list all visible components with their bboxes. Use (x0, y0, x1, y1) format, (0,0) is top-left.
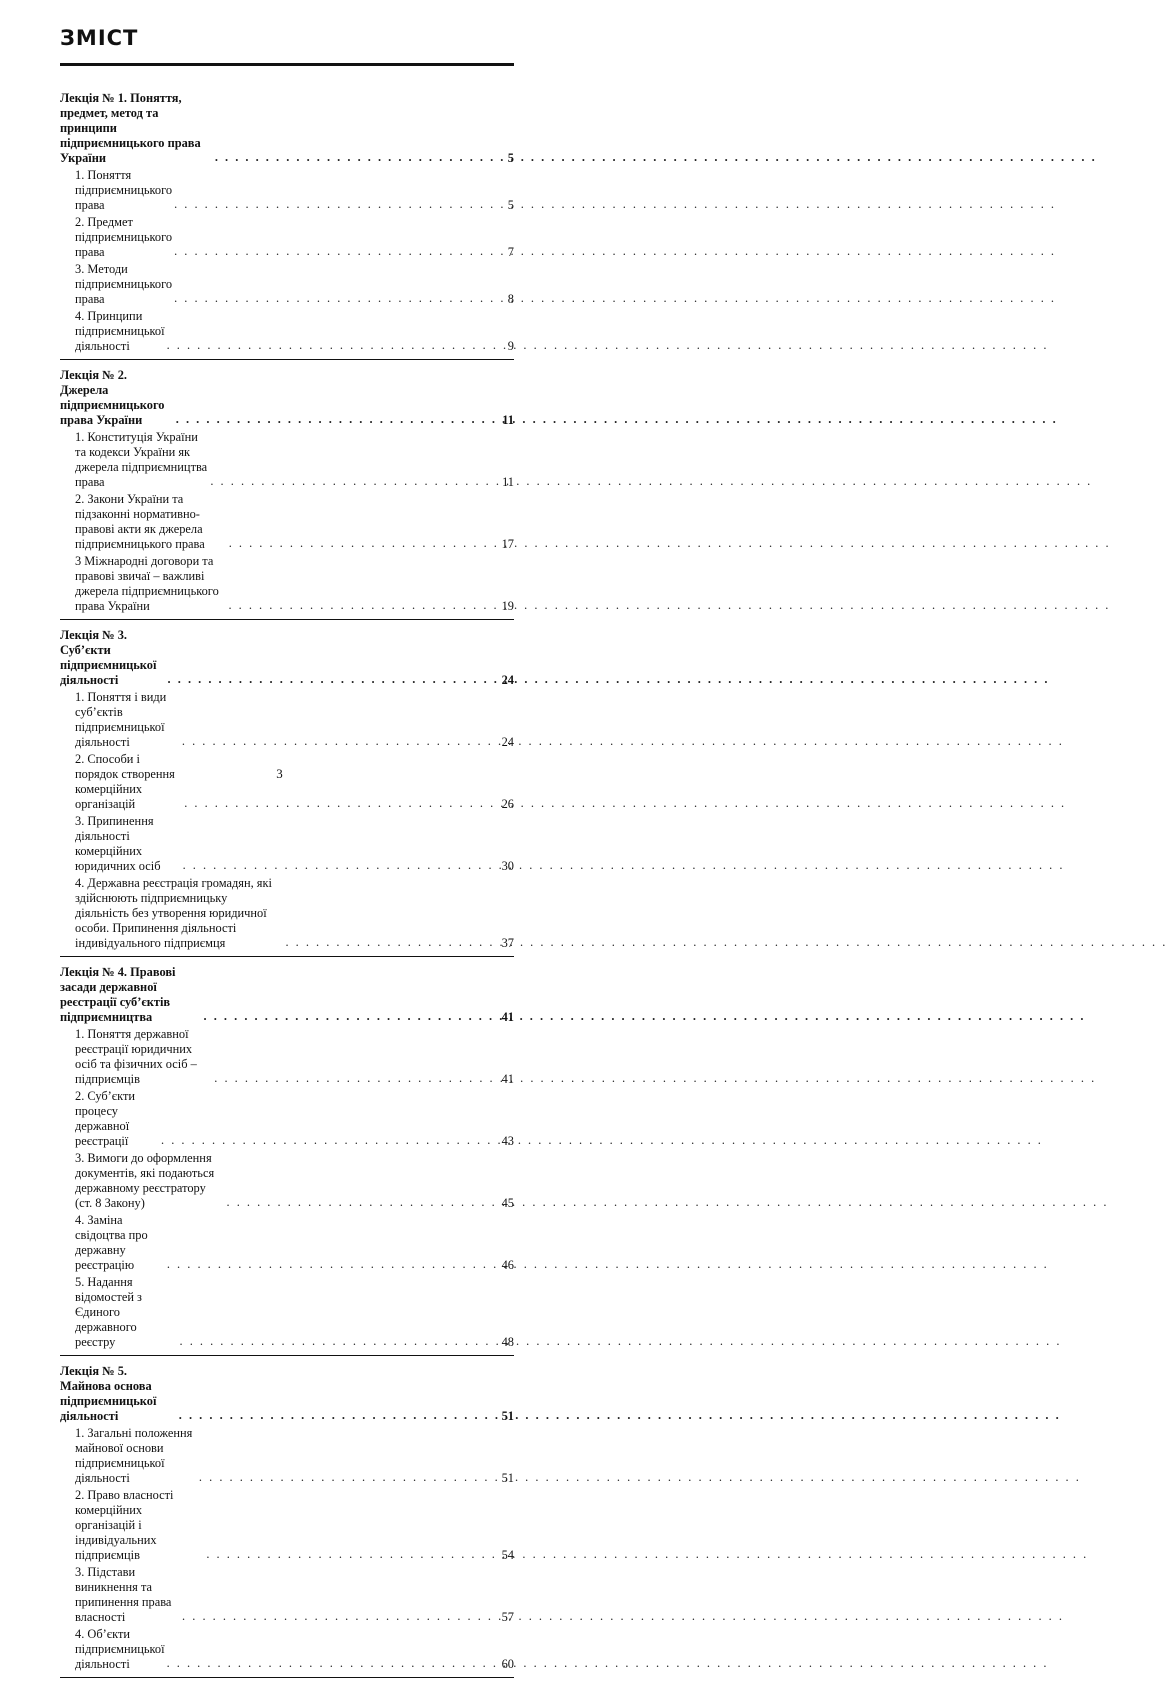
section-entry-page: 43 (501, 1134, 514, 1148)
section-entry[interactable] (60, 1027, 514, 1087)
dot-leader (168, 674, 498, 685)
section-entry[interactable] (60, 1151, 514, 1211)
lecture-entry-title: Лекція № 2. Джерела підприємницького права України (60, 368, 165, 427)
section-entry-title: 3. Методи підприємницького права (75, 262, 173, 306)
section-entry[interactable] (60, 430, 514, 490)
section-entry[interactable] (60, 1426, 514, 1486)
section-entry[interactable] (60, 492, 514, 552)
dot-leader (214, 1073, 498, 1084)
section-entry-title: 1. Поняття підприємницького права (75, 168, 173, 212)
section-entry-title: 5. Надання відомостей з Єдиного державного реєстру (75, 1275, 142, 1349)
dot-leader (174, 246, 498, 257)
section-entry-page: 37 (501, 936, 514, 950)
dot-leader (167, 1259, 498, 1270)
section-entry[interactable] (60, 309, 514, 354)
section-entry-page: 57 (501, 1610, 514, 1624)
dot-leader (285, 937, 498, 948)
toc-lecture (60, 368, 514, 620)
page-title: ЗМІСТ (60, 26, 139, 50)
dot-leader (161, 1135, 498, 1146)
section-entry[interactable] (60, 1213, 514, 1273)
section-entry[interactable] (60, 814, 514, 874)
section-entry-page: 45 (501, 1196, 514, 1210)
dot-leader (167, 1658, 498, 1669)
section-entry[interactable] (60, 215, 514, 260)
section-entry-page: 54 (501, 1548, 514, 1562)
dot-leader (179, 1410, 498, 1421)
lecture-entry[interactable] (60, 91, 514, 166)
section-entry[interactable] (60, 554, 514, 614)
dot-leader (184, 798, 498, 809)
lecture-entry-page: 41 (501, 1010, 514, 1024)
section-entry-page: 19 (501, 599, 514, 613)
table-of-contents (60, 91, 514, 1686)
lecture-entry-title: Лекція № 5. Майнова основа підприємницької діяльності (60, 1364, 157, 1423)
section-entry-page: 51 (501, 1471, 514, 1485)
section-entry-page: 11 (502, 475, 514, 489)
lecture-entry-page: 24 (501, 673, 514, 687)
dot-leader (174, 199, 498, 210)
dot-leader (183, 860, 498, 871)
dot-leader (210, 476, 498, 487)
section-entry[interactable] (60, 690, 514, 750)
section-entry-page: 60 (501, 1657, 514, 1671)
toc-lecture (60, 628, 514, 957)
lecture-entry[interactable] (60, 1364, 514, 1424)
section-entry-page: 26 (501, 797, 514, 811)
dot-leader (176, 414, 498, 425)
section-entry-title: 1. Поняття державної реєстрації юридичних осіб та фізичних осіб – підприємців (75, 1027, 197, 1086)
section-entry[interactable] (60, 262, 514, 307)
section-entry-title: 2. Закони України та підзаконні нормативно-правові акти як джерела підприємницького права (75, 492, 205, 551)
section-entry[interactable] (60, 1565, 514, 1625)
section-entry-title: 3. Вимоги до оформлення документів, які подаються державному реєстратору (ст. 8 Закону) (75, 1151, 215, 1210)
section-entry-title: 1. Конституція України та кодекси України як джерела підприємництва права (75, 430, 208, 489)
section-entry-page: 5 (507, 198, 514, 212)
dot-leader (174, 293, 498, 304)
section-entry[interactable] (60, 1089, 514, 1149)
section-entry-title: 4. Об’єкти підприємницької діяльності (75, 1627, 165, 1671)
section-entry-title: 4. Принципи підприємницької діяльності (75, 309, 165, 353)
lecture-entry[interactable] (60, 628, 514, 688)
lecture-entry-page: 11 (502, 413, 514, 427)
dot-leader (167, 340, 498, 351)
section-entry-title: 1. Загальні положення майнової основи підприємницької діяльності (75, 1426, 193, 1485)
section-entry-page: 17 (501, 537, 514, 551)
title-rule (60, 63, 514, 66)
dot-leader (199, 1472, 498, 1483)
dot-leader (227, 1197, 498, 1208)
section-entry-title: 4. Державна реєстрація громадян, які здійснюють підприємницьку діяльність без утворення юридичної особи. Припинення діяльності індивідуального підприємця (75, 876, 272, 950)
section-entry-title: 3. Підстави виникнення та припинення права власності (75, 1565, 172, 1624)
section-entry-page: 46 (501, 1258, 514, 1272)
section-entry-title: 3 Міжнародні договори та правові звичаї – важливі джерела підприємницького права України (75, 554, 219, 613)
toc-lecture (60, 965, 514, 1356)
dot-leader (228, 600, 498, 611)
lecture-entry[interactable] (60, 368, 514, 428)
section-entry-page: 9 (507, 339, 514, 353)
section-entry-page: 7 (507, 245, 514, 259)
dot-leader (204, 1011, 498, 1022)
dot-leader (215, 152, 498, 163)
section-entry-title: 1. Поняття і види суб’єктів підприємницької діяльності (75, 690, 167, 749)
page-number: 3 (276, 766, 283, 781)
section-entry-title: 2. Право власності комерційних організацій і індивідуальних підприємців (75, 1488, 174, 1562)
section-entry[interactable] (60, 752, 514, 812)
section-entry-title: 2. Предмет підприємницького права (75, 215, 173, 259)
lecture-entry-title: Лекція № 3. Суб’єкти підприємницької діяльності (60, 628, 157, 687)
section-entry-page: 48 (501, 1335, 514, 1349)
lecture-entry-title: Лекція № 4. Правові засади державної реєстрації суб’єктів підприємництва (60, 965, 176, 1024)
dot-leader (180, 1336, 498, 1347)
section-entry-page: 30 (501, 859, 514, 873)
dot-leader (182, 1611, 498, 1622)
section-entry[interactable] (60, 1488, 514, 1563)
toc-lecture (60, 1364, 514, 1678)
section-entry-page: 8 (507, 292, 514, 306)
lecture-entry-page: 5 (507, 151, 514, 165)
lecture-entry-page: 51 (501, 1409, 514, 1423)
section-entry-title: 2. Способи і порядок створення комерційних організацій (75, 752, 175, 811)
dot-leader (229, 538, 498, 549)
section-entry-title: 4. Заміна свідоцтва про державну реєстрацію (75, 1213, 148, 1272)
section-entry[interactable] (60, 168, 514, 213)
section-entry-title: 2. Суб’єкти процесу державної реєстрації (75, 1089, 136, 1148)
dot-leader (182, 736, 498, 747)
section-entry[interactable] (60, 876, 514, 951)
lecture-entry-title: Лекція № 1. Поняття, предмет, метод та принципи підприємницького права України (60, 91, 201, 165)
section-entry-page: 24 (501, 735, 514, 749)
section-entry[interactable] (60, 1275, 514, 1350)
toc-lecture (60, 91, 514, 360)
section-entry[interactable] (60, 1627, 514, 1672)
dot-leader (206, 1549, 498, 1560)
section-entry-page: 41 (501, 1072, 514, 1086)
lecture-entry[interactable] (60, 965, 514, 1025)
section-entry-title: 3. Припинення діяльності комерційних юридичних осіб (75, 814, 161, 873)
